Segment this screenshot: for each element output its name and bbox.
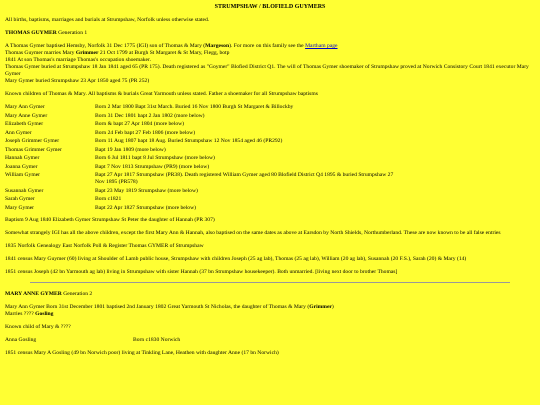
child-row: [5, 155, 400, 164]
detail-text: Mary Ann Gymer Born 31st December 1801 baptised 2nd January 1802 Great Yarmouth St Nicholas, the daughter of Thomas & Mary (: [5, 304, 310, 310]
section-heading-name: THOMAS GUYMER: [5, 30, 57, 36]
child-details: Bapt 7 Nov 1813 Strumpshaw (PR9) (more below): [95, 163, 210, 170]
child-details: Bapt 22 Apr 1827 Strumpshaw (more below): [95, 204, 196, 211]
detail-text: 21 Oct 1799 at Burgh St Margaret & St Mary, Flegg, botp: [98, 50, 230, 56]
child-row: [5, 104, 400, 113]
child-row: [5, 130, 400, 139]
children-intro: Known children of Thomas & Mary. All baptisms & burials Great Yarmouth unless stated. Father a shoemaker for all Strumpshaw baptisms: [5, 91, 318, 97]
children-table: [5, 104, 400, 213]
section2-details: [5, 304, 535, 318]
detail-text: Thomas Guymer marries Mary: [5, 50, 76, 56]
child-row: [5, 138, 400, 147]
child-details: Bapt 19 Jan 1809 (more below): [95, 146, 166, 153]
census-1851-note: 1851 census Mary A Gosling (49 bn Norwich poor) living at Tinkling Lane, Heathen with daughter Anne (17 bn Norwich): [5, 349, 279, 356]
spouse-surname: Gosling: [35, 311, 54, 317]
child-row: [5, 147, 400, 156]
child-row: [5, 188, 400, 197]
page-title: STRUMPSHAW / BLOFIELD GUYMERS: [214, 4, 326, 10]
child-name: Hannah Gymer: [5, 155, 40, 161]
detail-text: Marries ????: [5, 311, 36, 317]
child-row: [5, 164, 400, 173]
detail-text: ). For more on this family see the: [229, 43, 306, 49]
child-row: [5, 205, 400, 214]
child-details: Born 24 Feb bapt 27 Feb 1806 (more below): [95, 129, 196, 136]
child-name: Mary Gymer: [5, 204, 35, 211]
child-details: Bapt 23 May 1819 Strumpshaw (more below): [95, 187, 198, 194]
child-details: Born 11 Aug 1807 bapt 18 Aug. Buried Strumpshaw 12 Nov 1854 aged 46 (PR292): [95, 138, 283, 144]
child-name: Anna Gosling: [5, 337, 37, 343]
child-details: Born 2 Mar 1800 Bapt 31st March. Buried 16 Nov 1800 Burgh St Margaret & Billockby: [95, 104, 294, 110]
detail-line-4: Thomas Gymer buried at Strumpshaw 18 Jan 1841 aged 65 (PR 175). Death registered as "Goymer" Blofied District Q1. The will of Thomas Gymer shoemaker of Strumpshaw proved at Norwich Consistory Court 1841 executor Mary Gymer: [5, 64, 529, 77]
section-generation: Generation 2: [63, 291, 93, 297]
child-name: Sarah Gymer: [5, 196, 35, 202]
detail-line-5: Mary Gymer buried Strumpshaw 23 Apr 1850 aged 75 (PR 252): [5, 78, 150, 84]
child-name: Susannah Gymer: [5, 187, 44, 194]
maiden-name: Grimmer: [309, 304, 332, 310]
igi-note: Somewhat strangely IGI has all the above children, except the first Mary Ann & Hannah, also baptised on the same dates as above at Earsdon by North Shields, Northumberland. These are now known to be all false entries: [5, 230, 501, 236]
child-name: Joseph Grimmer Gymer: [5, 138, 60, 144]
child-details: Born 31 Dec 1801 bapt 2 Jan 1802 (more below): [95, 112, 205, 119]
poll-note: 1835 Norfolk Genealogy East Norfolk Poll & Register Thomas GYMER of Strumpshaw: [5, 243, 204, 249]
child-name: Ann Gymer: [5, 129, 32, 136]
child-name: Elizabeth Gymer: [5, 121, 44, 127]
child-row: [5, 121, 400, 130]
child-details: Bapt 27 Apr 1817 Strumpshaw (PR38). Death registered William Gymer aged 80 Blofield District Q4 1895 & buried Strumpshaw 27 Nov 1895 (PR578): [95, 172, 394, 185]
detail-line-3: 1841 At son Thomas's marriage Thomas's occupation shoemaker.: [5, 57, 151, 63]
detail-line-1: [5, 43, 338, 49]
martham-page-link[interactable]: Martham page: [305, 43, 338, 49]
child-row: [5, 196, 400, 205]
child-name: William Gymer: [5, 172, 41, 178]
child-details: Born c1830 Norwich: [133, 337, 181, 343]
child-row: [5, 113, 400, 122]
children-intro: Known child of Mary & ????: [5, 324, 71, 330]
census-1841-note: 1841 census Mary Guymer (60) living at Shoulder of Lamb public house, Strumpshaw with children Joseph (25 ag lab), Thomas (25 ag lab), William (20 ag lab), Susannah (20 F.S.), Sarah (20) & Mary (14): [5, 256, 467, 262]
children-table: [5, 337, 438, 346]
baptism-note: Baptism 9 Aug 1840 Elizabeth Gymer Strumpshaw St Peter the daughter of Hannah (PR 307): [5, 217, 215, 223]
maiden-name: Margeson: [205, 43, 230, 49]
child-row: [5, 172, 400, 188]
census-1851-note: 1851 census Joseph (42 bn Yarmouth ag lab) living in Strumpshaw with sister Hannah (37 bn Strumpshaw housekeeper). Both unmarried. [living next door to brother Thomas]: [5, 269, 398, 275]
child-details: Born & bapt 27 Apr 1804 (more below): [95, 121, 185, 127]
detail-line-2: [5, 50, 229, 56]
child-name: Thomas Grimmer Gymer: [5, 146, 62, 153]
child-name: Mary Ann Gymer: [5, 104, 45, 110]
child-details: Born 6 Jul 1811 bapt 8 Jul Strumpshaw (more below): [95, 155, 215, 161]
section-heading-name: MARY ANNE GYMER: [5, 291, 62, 297]
section-heading-thomas: [5, 30, 535, 37]
detail-text: ): [331, 304, 334, 310]
detail-text: A Thomas Gymer baptised Hemsby, Norfolk 31 Dec 1775 (IGI) son of Thomas & Mary (: [5, 43, 206, 49]
child-row: [5, 337, 438, 346]
child-name: Mary Anne Gymer: [5, 112, 48, 119]
section-heading-mary-anne: [5, 291, 535, 298]
section-divider: [30, 282, 510, 283]
spouse-surname: Grimmer: [75, 50, 99, 56]
section-generation: Generation 1: [58, 30, 88, 36]
child-name: Joanna Gymer: [5, 163, 38, 170]
intro-text: All births, baptisms, marriages and burials at Strumpshaw, Norfolk unless otherwise stated.: [5, 17, 210, 23]
section1-details: [5, 43, 535, 85]
child-details: Born c1821: [95, 196, 122, 202]
